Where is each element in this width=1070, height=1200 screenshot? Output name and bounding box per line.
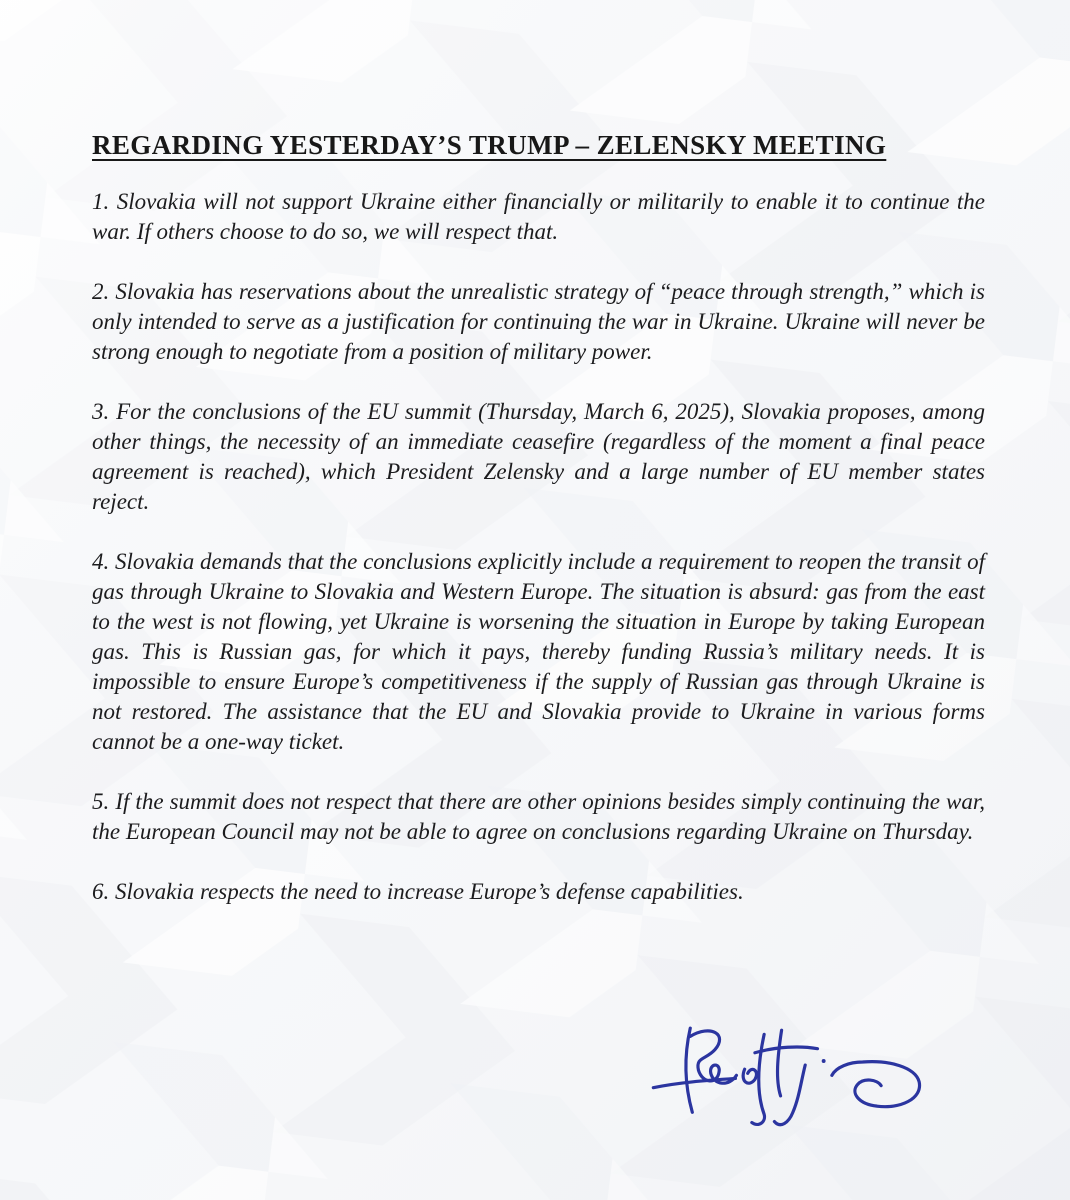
document-title: REGARDING YESTERDAY’S TRUMP – ZELENSKY MEETING [92, 130, 887, 160]
signature-robert-fico [648, 1022, 948, 1140]
paragraph-3: 3. For the conclusions of the EU summit (Thursday, March 6, 2025), Slovakia proposes, among other things, the necessity of an immediate ceasefire (regardless of the moment a final peace agreement is reached), which President Zelensky and a large number of EU member states reject. [92, 399, 985, 514]
paragraph-6: 6. Slovakia respects the need to increase Europe’s defense capabilities. [92, 879, 744, 904]
paragraph-5: 5. If the summit does not respect that there are other opinions besides simply continuing the war, the European Council may not be able to agree on conclusions regarding Ukraine on Thursday. [92, 789, 985, 844]
paragraph-4: 4. Slovakia demands that the conclusions explicitly include a requirement to reopen the transit of gas through Ukraine to Slovakia and Western Europe. The situation is absurd: gas from the east to the west is not flowing, yet Ukraine is worsening the situation in Europe by taking European gas. This is Russian gas, for which it pays, thereby funding Russia’s military needs. It is impossible to ensure Europe’s competitiveness if the supply of Russian gas through Ukraine is not restored. The assistance that the EU and Slovakia provide to Ukraine in various forms cannot be a one-way ticket. [92, 549, 985, 754]
paragraph-1: 1. Slovakia will not support Ukraine either financially or militarily to enable it to continue the war. If others choose to do so, we will respect that. [92, 189, 985, 244]
signature-ink [648, 1022, 948, 1140]
paragraph-2: 2. Slovakia has reservations about the unrealistic strategy of “peace through strength,” which is only intended to serve as a justification for continuing the war in Ukraine. Ukraine will never be strong enough to negotiate from a position of military power. [92, 279, 985, 364]
